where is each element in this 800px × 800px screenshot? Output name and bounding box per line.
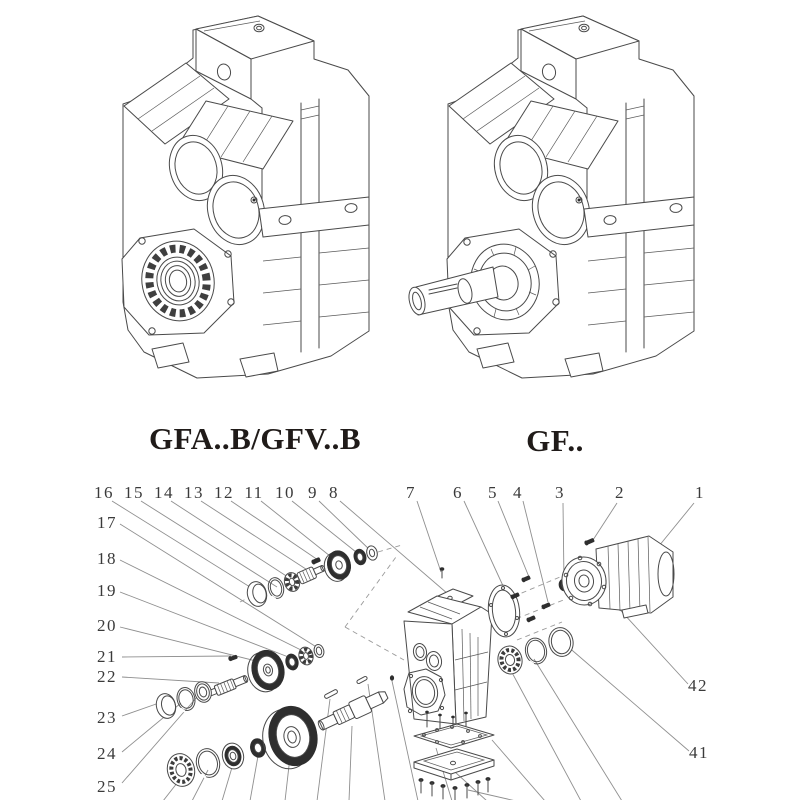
breather-plug — [254, 24, 264, 32]
callout-18: 18 — [97, 549, 117, 568]
callout-19: 19 — [97, 581, 117, 600]
part-key-a — [324, 689, 338, 699]
part-output-gear — [257, 702, 322, 774]
part-circlip-24 — [175, 686, 198, 713]
breather-plug — [579, 24, 589, 32]
part-washer-19 — [284, 653, 300, 672]
callout-4: 4 — [513, 483, 523, 502]
part-cap-23 — [154, 692, 178, 721]
part-bearing-18 — [297, 646, 315, 667]
callout-12: 12 — [214, 483, 234, 502]
exploded-view — [94, 483, 709, 800]
part-pinion-shaft-22 — [208, 673, 250, 698]
part-screws-4 — [526, 602, 550, 622]
callout-1: 1 — [695, 483, 705, 502]
callout-13: 13 — [184, 483, 204, 502]
callout-10: 10 — [275, 483, 295, 502]
leader-lines — [112, 501, 694, 783]
callout-7: 7 — [406, 483, 416, 502]
part-ring-41 — [546, 625, 576, 658]
figure-label-left: GFA..B/GFV..B — [148, 421, 362, 456]
part-screws-5 — [510, 575, 530, 599]
callout-11: 11 — [244, 483, 264, 502]
callout-23: 23 — [97, 708, 117, 727]
callout-6: 6 — [453, 483, 463, 502]
callout-17: 17 — [97, 513, 117, 532]
gearbox-left-drawing — [122, 16, 369, 378]
part-circlip-output — [193, 746, 222, 780]
part-ball-bearing — [164, 751, 198, 790]
part-screw-2 — [584, 538, 595, 546]
motor — [559, 536, 674, 618]
callout-16: 16 — [94, 483, 114, 502]
part-circlip-input — [523, 636, 549, 666]
figure-label-right: GF.. — [526, 423, 584, 458]
part-bearing-output — [220, 741, 247, 771]
callout-14: 14 — [154, 483, 174, 502]
callout-42: 42 — [688, 676, 708, 695]
callout-25: 25 — [97, 777, 117, 796]
callout-2: 2 — [615, 483, 625, 502]
pan-bolts — [419, 777, 490, 800]
callout-20: 20 — [97, 616, 117, 635]
part-bearing-input — [495, 644, 524, 676]
callout-24: 24 — [97, 744, 117, 763]
part-bearing-25 — [193, 680, 214, 704]
part-key-b — [356, 676, 367, 684]
callout-9: 9 — [308, 483, 318, 502]
callout-41: 41 — [689, 743, 709, 762]
callout-8: 8 — [329, 483, 339, 502]
callout-22: 22 — [97, 667, 117, 686]
callout-15: 15 — [124, 483, 144, 502]
callout-5: 5 — [488, 483, 498, 502]
callout-21: 21 — [97, 647, 117, 666]
part-screw-dot — [390, 676, 394, 681]
callout-3: 3 — [555, 483, 565, 502]
part-circlip-15 — [266, 576, 286, 600]
gearbox-right-drawing — [406, 16, 694, 378]
gear-housing — [404, 568, 492, 725]
